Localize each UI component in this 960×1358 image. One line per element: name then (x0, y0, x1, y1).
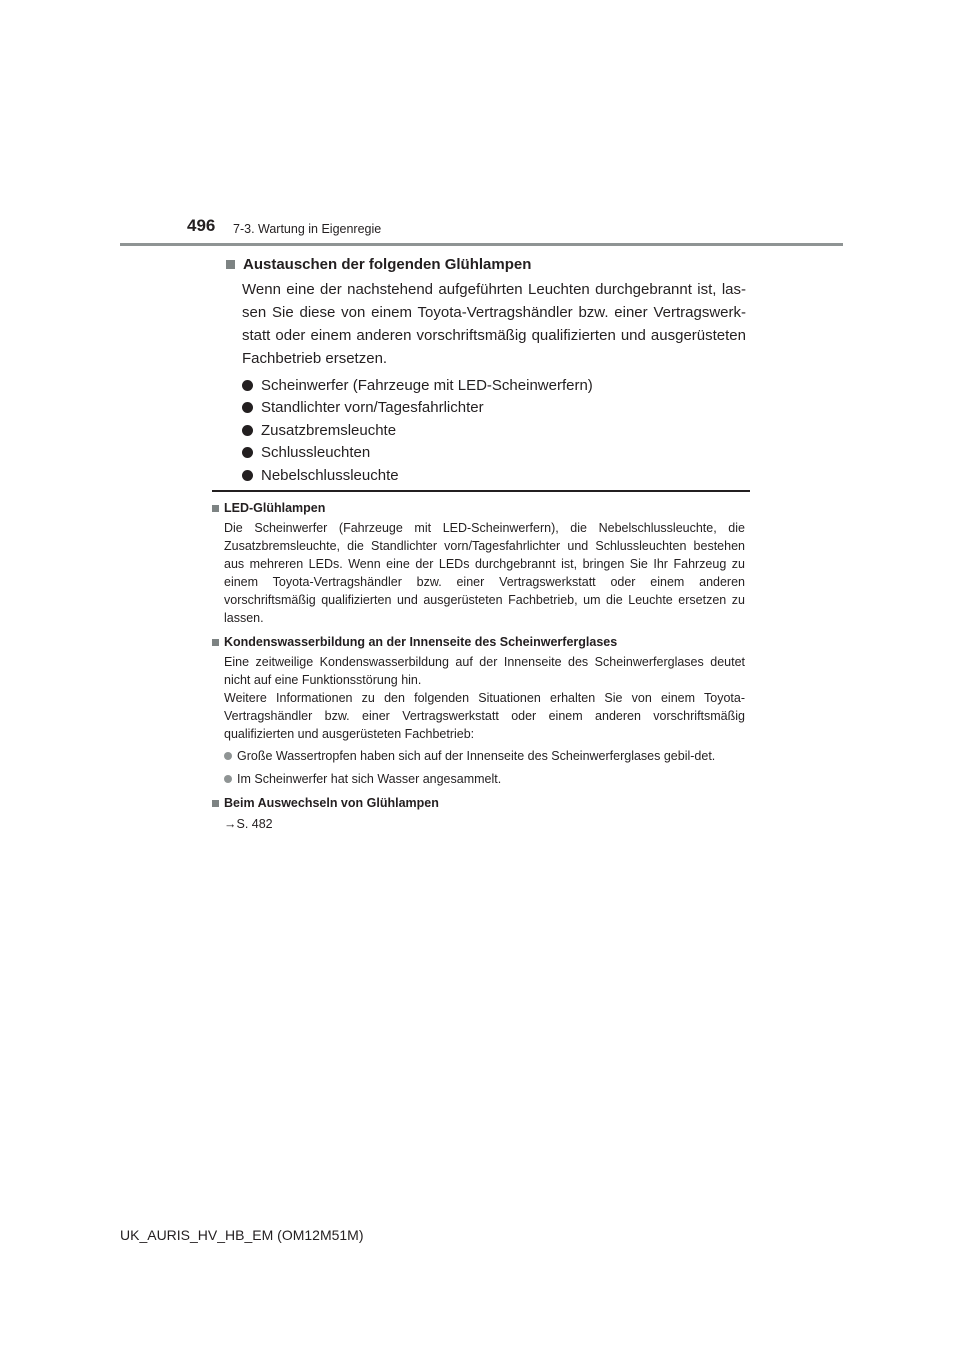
note-heading-text: Beim Auswechseln von Glühlampen (224, 796, 439, 810)
bullet-dot-icon (224, 775, 232, 783)
section-label: 7-3. Wartung in Eigenregie (233, 222, 382, 236)
note-text: Weitere Informationen zu den folgenden Situationen erhalten Sie von einem Toyota-Vertragshändler bzw. einer Vertragswerkstatt oder einem anderen vorschriftsmäßig qualifizierten und ausgerüsteten Fachbetrieb: (224, 691, 745, 741)
note-heading-text: LED-Glühlampen (224, 501, 326, 515)
list-item (242, 397, 746, 420)
list-item (242, 442, 746, 465)
page-reference-link[interactable]: →S. 482 (224, 817, 273, 831)
note-condensation (212, 633, 745, 788)
list-item-text: Zusatzbremsleuchte (261, 421, 397, 439)
header-rule (120, 243, 843, 246)
bullet-dot-icon (224, 752, 232, 760)
list-item (242, 419, 746, 442)
bullet-dot-icon (242, 380, 253, 391)
list-item-text: Scheinwerfer (Fahrzeuge mit LED-Scheinwerfern) (261, 376, 593, 394)
list-item (242, 374, 746, 397)
list-item-text: Im Scheinwerfer hat sich Wasser angesammelt. (237, 772, 502, 786)
note-heading-text: Kondenswasserbildung an der Innenseite des Scheinwerferglases (224, 635, 618, 649)
list-item (242, 464, 746, 487)
main-section (226, 254, 746, 487)
notes-rule (212, 490, 750, 492)
square-bullet-icon (212, 505, 219, 512)
list-item-text: Große Wassertropfen haben sich auf der Innenseite des Scheinwerferglases gebil-det. (237, 749, 716, 763)
bulb-list (242, 374, 746, 487)
condensation-list (224, 747, 745, 788)
bullet-dot-icon (242, 470, 253, 481)
square-bullet-icon (226, 260, 235, 269)
square-bullet-icon (212, 639, 219, 646)
note-text: Eine zeitweilige Kondenswasserbildung auf der Innenseite des Scheinwerferglases deutet nicht auf eine Funktionsstörung hin. (224, 655, 745, 687)
list-item-text: Standlichter vorn/Tagesfahrlichter (261, 399, 484, 417)
list-item-text: Nebelschlussleuchte (261, 466, 399, 484)
bullet-dot-icon (242, 425, 253, 436)
note-heading (212, 794, 745, 812)
list-item-text: Schlussleuchten (261, 444, 371, 462)
bullet-dot-icon (242, 447, 253, 458)
square-bullet-icon (212, 800, 219, 807)
list-item (224, 747, 745, 765)
list-item (224, 770, 745, 788)
footer-code: UK_AURIS_HV_HB_EM (OM12M51M) (120, 1227, 364, 1243)
bullet-dot-icon (242, 402, 253, 413)
main-heading-text: Austauschen der folgenden Glühlampen (243, 255, 532, 273)
note-led (212, 499, 745, 627)
note-replacing (212, 794, 745, 833)
page-number: 496 (187, 216, 216, 235)
note-heading (212, 499, 745, 517)
main-paragraph: Wenn eine der nachstehend aufgeführten Leuchten durchgebrannt ist, las-sen Sie diese von einem Toyota-Vertragshändler bzw. einer Vertragswerk-statt oder einem anderen vorschriftsmäßig qualifizierten und ausgerüsteten Fachbetrieb ersetzen. (242, 281, 746, 367)
notes-section (212, 499, 745, 833)
note-heading (212, 633, 745, 651)
note-text: Die Scheinwerfer (Fahrzeuge mit LED-Scheinwerfern), die Nebelschlussleuchte, die Zusatzbremsleuchte, die Standlichter vorn/Tagesfahrlichter und Schlussleuchten bestehen aus mehreren LEDs. Wenn eine der LEDs durchgebrannt ist, bringen Sie Ihr Fahrzeug zu einem Toyota-Vertragshändler bzw. einer Vertragswerkstatt oder einem anderen vorschriftsmäßig qualifizierten und ausgerüsteten Fachbetrieb, um die Leuchte ersetzen zu lassen. (224, 521, 745, 625)
main-heading (226, 254, 746, 274)
